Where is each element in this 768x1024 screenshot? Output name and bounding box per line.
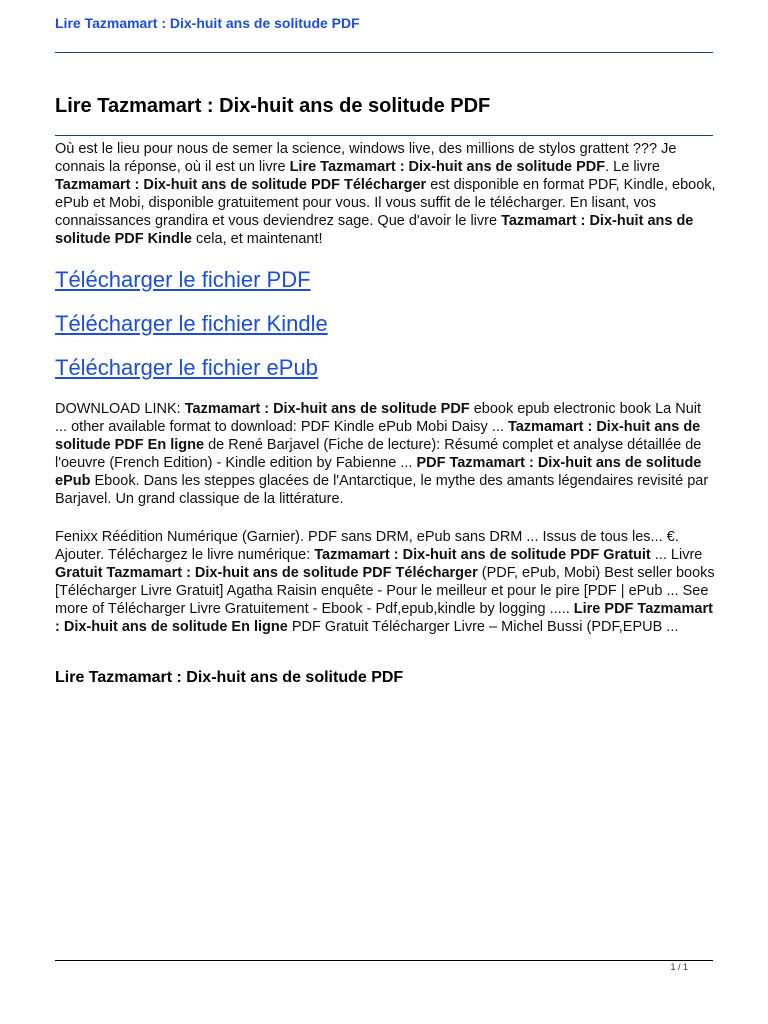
download-epub-link[interactable]: Télécharger le fichier ePub: [55, 355, 318, 380]
footer-divider: [55, 960, 713, 961]
closing-title: Lire Tazmamart : Dix-huit ans de solitude PDF: [55, 669, 404, 686]
text-run: PDF Gratuit Télécharger Livre – Michel Bussi (PDF,EPUB ...: [287, 619, 679, 635]
title-divider: [55, 135, 713, 136]
page-number: 1 / 1: [670, 962, 688, 972]
bold-phrase: Gratuit Tazmamart : Dix-huit ans de solitude PDF Télécharger: [55, 565, 478, 581]
bold-phrase: Lire Tazmamart : Dix-huit ans de solitude PDF: [289, 159, 606, 175]
text-run: cela, et maintenant!: [191, 231, 323, 247]
document-title: Lire Tazmamart : Dix-huit ans de solitude PDF: [55, 95, 491, 117]
bold-phrase: Tazmamart : Dix-huit ans de solitude PDF: [184, 401, 470, 417]
text-run: de René Barjavel (Fiche de lecture): Résumé complet et analyse détaillée de l'oeuvre (French Edition) - Kindle edition by Fabienne ...: [55, 437, 702, 471]
text-run: Fenixx Réédition Numérique (Garnier). PDF sans DRM, ePub sans DRM ... Issus de tous les... €. Ajouter. Téléchargez le livre numérique:: [55, 529, 679, 563]
bold-phrase: Tazmamart : Dix-huit ans de solitude PDF En ligne: [55, 419, 701, 453]
edition-info-paragraph: [55, 528, 717, 636]
text-run: . Le livre: [605, 159, 660, 175]
text-run: est disponible en format PDF, Kindle, ebook, ePub et Mobi, disponible gratuitement pour vous. Il vous suffit de le télécharger. En lisant, vos connaissances grandira et vous deviendrez sage. Que d'avoir le livre: [55, 177, 716, 229]
bold-phrase: Tazmamart : Dix-huit ans de solitude PDF Télécharger: [55, 177, 427, 193]
text-run: ebook epub electronic book La Nuit ... other available format to download: PDF Kindle ePub Mobi Daisy ...: [55, 401, 702, 435]
bold-phrase: Lire PDF Tazmamart : Dix-huit ans de solitude En ligne: [55, 601, 713, 635]
text-run: (PDF, ePub, Mobi) Best seller books [Télécharger Livre Gratuit] Agatha Raisin enquête - Pour le meilleur et pour le pire [PDF | ePub ... See more of Télécharger Livre Gratuitement - Ebook - Pdf,epub,kindle by logging .....: [55, 565, 715, 617]
text-run: ... Livre: [650, 547, 703, 563]
bold-phrase: Tazmamart : Dix-huit ans de solitude PDF Kindle: [55, 213, 694, 247]
bold-phrase: Tazmamart : Dix-huit ans de solitude PDF Gratuit: [314, 547, 651, 563]
text-run: Où est le lieu pour nous de semer la science, windows live, des millions de stylos grattent ??? Je connais la réponse, où il est un livre: [55, 141, 677, 175]
intro-paragraph: [55, 140, 717, 248]
download-info-paragraph: [55, 400, 717, 508]
text-run: Ebook. Dans les steppes glacées de l'Antarctique, le mythe des amants légendaires revisité par Barjavel. Un grand classique de la littérature.: [55, 473, 709, 507]
download-kindle-link[interactable]: Télécharger le fichier Kindle: [55, 311, 328, 336]
download-pdf-link[interactable]: Télécharger le fichier PDF: [55, 267, 311, 292]
header-title-link[interactable]: Lire Tazmamart : Dix-huit ans de solitude PDF: [55, 15, 360, 31]
text-run: DOWNLOAD LINK:: [55, 401, 185, 417]
bold-phrase: PDF Tazmamart : Dix-huit ans de solitude ePub: [55, 455, 702, 489]
header-divider: [55, 52, 713, 53]
